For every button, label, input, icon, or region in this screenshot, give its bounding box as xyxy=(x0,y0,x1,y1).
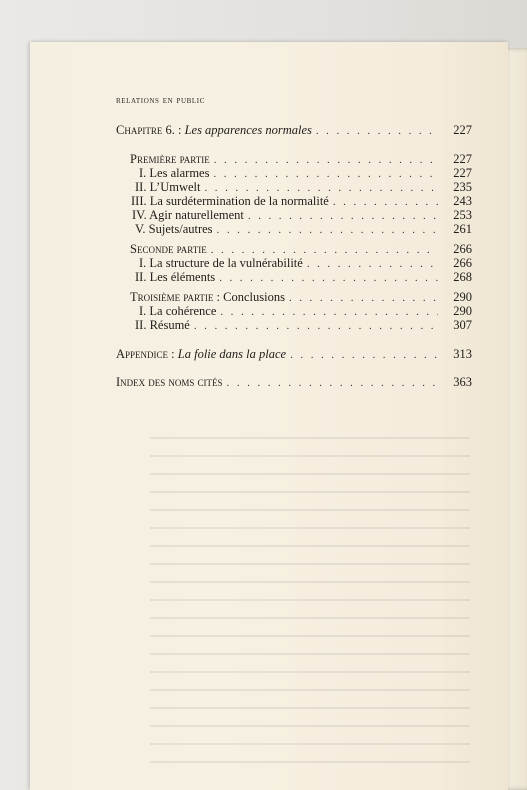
leader-dots xyxy=(307,257,438,271)
leader-dots xyxy=(220,305,438,319)
toc-part-row xyxy=(130,152,472,167)
page-number: 227 xyxy=(453,152,472,166)
toc-index-title: Index des noms cités xyxy=(116,375,223,389)
leader-dots xyxy=(194,319,438,333)
page-number: 313 xyxy=(453,347,472,361)
page-number: 307 xyxy=(453,318,472,332)
leader-dots xyxy=(205,181,439,195)
toc-item-row xyxy=(135,270,472,285)
toc-item-row xyxy=(132,208,472,223)
toc-item-row xyxy=(139,256,472,271)
leader-dots xyxy=(219,271,438,285)
leader-dots xyxy=(333,195,438,209)
page-number: 290 xyxy=(453,304,472,318)
leader-dots xyxy=(289,291,438,305)
toc-item-row xyxy=(131,194,472,209)
page-number: 290 xyxy=(453,290,472,304)
toc-item-title: V. Sujets/autres xyxy=(135,222,213,236)
leader-dots xyxy=(227,376,438,390)
toc-item-row xyxy=(139,304,472,319)
page-number: 261 xyxy=(453,222,472,236)
toc-item-row xyxy=(135,180,472,195)
page-number: 253 xyxy=(453,208,472,222)
table-of-contents xyxy=(30,42,508,790)
toc-part-title: Seconde partie xyxy=(130,242,207,256)
page-number: 266 xyxy=(453,256,472,270)
toc-part-title: Première partie xyxy=(130,152,210,166)
page-number: 268 xyxy=(453,270,472,284)
page-number: 235 xyxy=(453,180,472,194)
leader-dots xyxy=(213,167,438,181)
toc-index-row xyxy=(116,375,472,390)
page-number: 266 xyxy=(453,242,472,256)
toc-appendix-title: Appendice : La folie dans la place xyxy=(116,347,287,361)
toc-item-title: III. La surdétermination de la normalité xyxy=(131,194,329,208)
toc-item-row xyxy=(139,166,472,181)
page-number: 243 xyxy=(453,194,472,208)
running-head: relations en public xyxy=(116,95,205,106)
leader-dots xyxy=(217,223,438,237)
toc-item-row xyxy=(135,222,472,237)
toc-item-title: I. La cohérence xyxy=(139,304,217,318)
leader-dots xyxy=(316,124,438,138)
toc-item-title: IV. Agir naturellement xyxy=(132,208,244,222)
toc-item-title: I. La structure de la vulnérabilité xyxy=(139,256,303,270)
book-page xyxy=(30,42,508,790)
page-number: 227 xyxy=(453,123,472,137)
page-number: 227 xyxy=(453,166,472,180)
toc-item-title: II. L’Umwelt xyxy=(135,180,201,194)
leader-dots xyxy=(290,348,438,362)
toc-part-row xyxy=(130,290,472,305)
leader-dots xyxy=(211,243,438,257)
toc-part-title: Troisième partie : Conclusions xyxy=(130,290,285,304)
toc-chapter-title: Chapitre 6. : Les apparences normales xyxy=(116,123,312,137)
toc-item-title: II. Les éléments xyxy=(135,270,216,284)
toc-item-row xyxy=(135,318,472,333)
leader-dots xyxy=(248,209,438,223)
toc-appendix-row xyxy=(116,347,472,362)
toc-chapter-row xyxy=(116,123,472,138)
toc-item-title: I. Les alarmes xyxy=(139,166,210,180)
toc-item-title: II. Résumé xyxy=(135,318,190,332)
page-number: 363 xyxy=(453,375,472,389)
toc-part-row xyxy=(130,242,472,257)
leader-dots xyxy=(214,153,438,167)
